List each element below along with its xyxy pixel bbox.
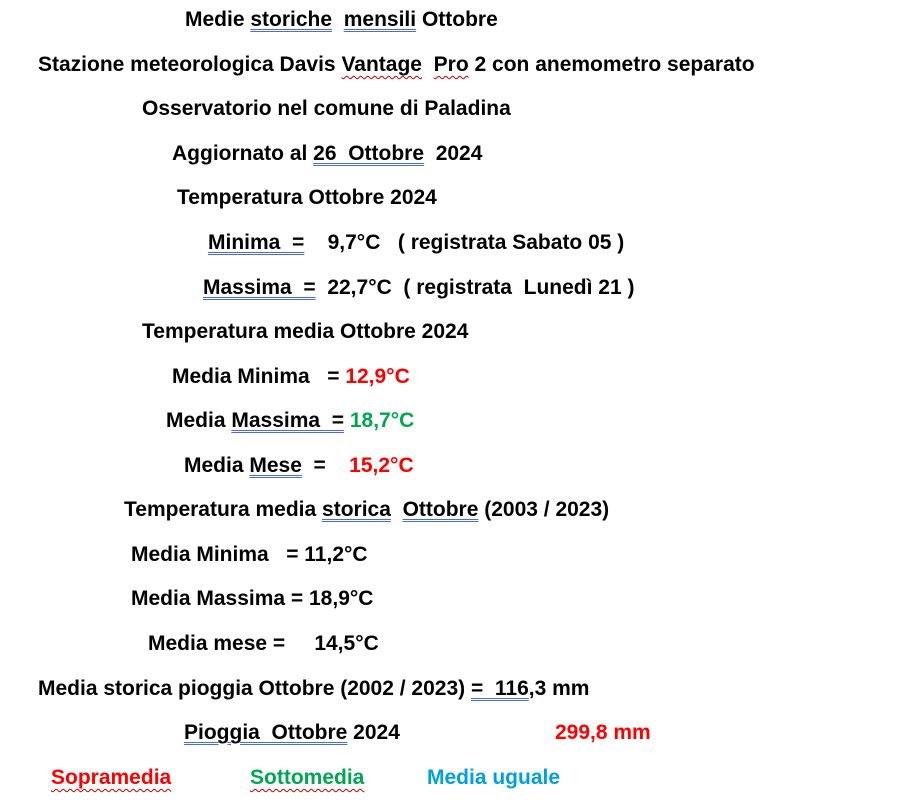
minima-line: Minima = 9,7°C ( registrata Sabato 05 )	[208, 231, 625, 254]
average-minimum-line: Media Minima = 12,9°C	[172, 365, 410, 388]
station-line: Stazione meteorologica Davis Vantage Pro 2 con anemometro separato	[38, 53, 755, 76]
updated-line: Aggiornato al 26 Ottobre 2024	[172, 142, 483, 165]
rain-historical-line: Media storica pioggia Ottobre (2002 / 2023) = 116,3 mm	[38, 677, 590, 700]
historical-month-line: Media mese = 14,5°C	[148, 632, 379, 655]
temperature-heading: Temperatura Ottobre 2024	[177, 186, 437, 209]
average-maximum-value: 18,7°C	[349, 409, 415, 432]
average-maximum-line: Media Massima = 18,7°C	[166, 409, 415, 432]
observatory-line: Osservatorio nel comune di Paladina	[142, 97, 511, 120]
average-minimum-value: 12,9°C	[345, 365, 410, 388]
page-title: Medie storiche mensili Ottobre	[185, 8, 498, 31]
average-heading: Temperatura media Ottobre 2024	[142, 320, 469, 343]
rain-current-value: 299,8 mm	[555, 721, 651, 744]
historical-maximum-line: Media Massima = 18,9°C	[131, 587, 374, 610]
rain-current-line: Pioggia Ottobre 2024	[184, 721, 400, 744]
average-month-value: 15,2°C	[349, 454, 414, 477]
massima-line: Massima = 22,7°C ( registrata Lunedì 21 )	[203, 276, 635, 299]
historical-minimum-line: Media Minima = 11,2°C	[131, 543, 368, 566]
legend-above-average: Sopramedia	[51, 766, 172, 789]
legend-below-average: Sottomedia	[250, 766, 365, 789]
average-month-line: Media Mese = 15,2°C	[184, 454, 414, 477]
historical-heading: Temperatura media storica Ottobre (2003 / 2023)	[124, 498, 610, 521]
legend-equal-average: Media uguale	[427, 766, 561, 789]
